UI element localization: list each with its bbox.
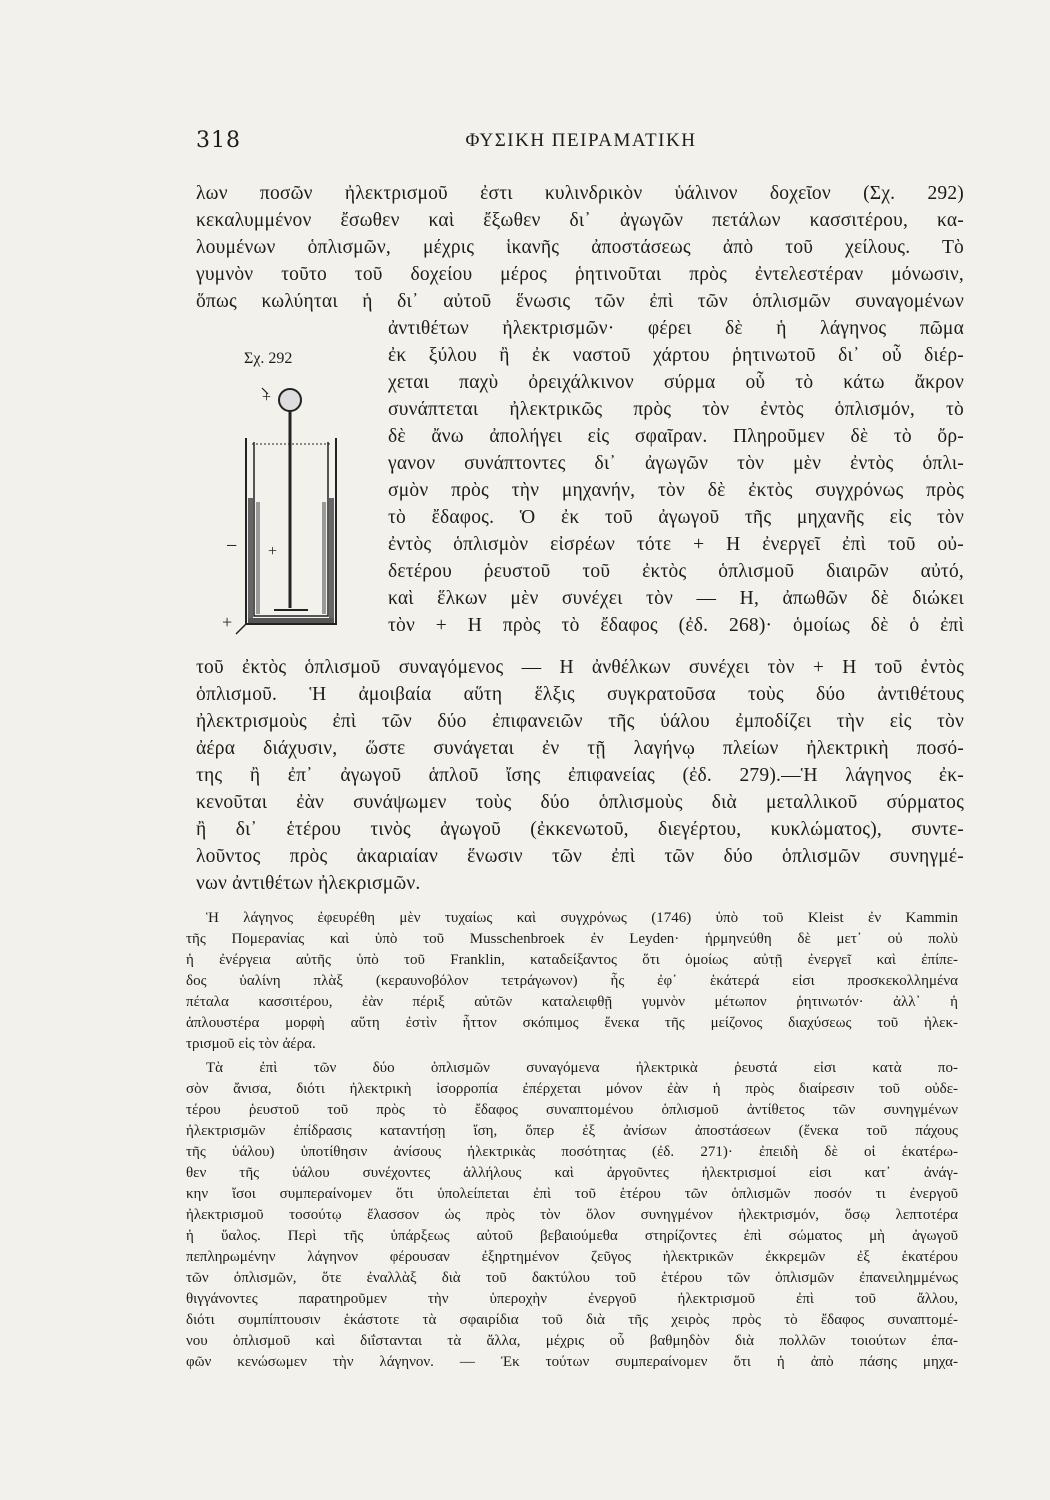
body-line: καὶ ἕλκων μὲν συνέχει τὸν — Η, ἀπωθῶν δὲ διώκει	[388, 588, 964, 609]
note-line: διότι συμπίπτουσιν ἑκάστοτε τὰ σφαιρίδια τοῦ διὰ τῆς χειρὸς πρὸς τὸ ἔδαφος συναπτομέ-	[186, 1312, 958, 1328]
label-minus: −	[226, 535, 238, 557]
running-title: ΦΥΣΙΚΗ ΠΕΙΡΑΜΑΤΙΚΗ	[465, 130, 697, 151]
note-line: τέρου ῥευστοῦ τοῦ πρὸς τὸ ἔδαφος συναπτομένου ὁπλισμοῦ ἀντίθετος τῶν συνηγμένων	[186, 1102, 958, 1118]
body-line: της ἢ ἐπ᾽ ἀγωγοῦ ἁπλοῦ ἴσης ἐπιφανείας (ἐδ. 279).—Ἡ λάγηνος ἐκ-	[196, 765, 964, 786]
note-line: ἡ ὕαλος. Περὶ τῆς ὑπάρξεως αὐτοῦ βεβαιούμεθα στηρίζοντες ἐπὶ σώματος μὴ ἀγωγοῦ	[186, 1228, 958, 1244]
leyden-jar-figure	[222, 378, 372, 638]
page-header	[196, 128, 966, 158]
body-line: τοῦ ἐκτὸς ὁπλισμοῦ συναγόμενος — Η ἀνθέλκων συνέχει τὸν + Η τοῦ ἐντὸς	[196, 657, 964, 678]
body-line: ἀντιθέτων ἠλεκτρισμῶν· φέρει δὲ ἡ λάγηνος πῶμα	[388, 318, 964, 339]
note-line: ἡ ἐνέργεια αὐτῆς ὑπὸ τοῦ Franklin, καταδείξαντος ὅτι ὁμοίως αὐτῇ ἐνεργεῖ καὶ ἐπίπε-	[186, 952, 958, 968]
note-line: τρισμοῦ εἰς τὸν ἀέρα.	[186, 1036, 316, 1052]
body-line: ἠλεκτρισμοὺς ἐπὶ τῶν δύο ἐπιφανειῶν τῆς ὑάλου ἐμποδίζει τὴν εἰς τὸν	[196, 711, 964, 732]
body-line: χεται παχὺ ὀρειχάλκινον σύρμα οὗ τὸ κάτω ἄκρον	[388, 372, 964, 393]
body-line: γυμνὸν τοῦτο τοῦ δοχείου μέρος ῥητινοῦται πρὸς ἐντελεστέραν μόνωσιν,	[196, 264, 964, 285]
page-number: 318	[196, 128, 241, 153]
label-plus-ground: +	[222, 612, 233, 632]
body-line: δετέρου ῥευστοῦ τοῦ ἐκτὸς ὁπλισμοῦ διαιρῶν αὐτό,	[388, 561, 964, 582]
body-line: κεκαλυμμένον ἔσωθεν καὶ ἔξωθεν δι᾽ ἀγωγῶν πετάλων κασσιτέρου, κα-	[196, 210, 964, 231]
note-line: τῆς ὑάλου) ὑποτίθησιν ἀνίσους ἠλεκτρικὰς ποσότητας (ἐδ. 271)· ἐπειδὴ δὲ οἱ ἑκατέρω-	[186, 1144, 958, 1160]
body-line: γανον συνάπτοντες δι᾽ ἀγωγῶν τὸν μὲν ἐντὸς ὁπλι-	[388, 453, 964, 474]
note-line: θιγγάνοντες παρατηροῦμεν τὴν ὑπεροχὴν ἐνεργοῦ ἠλεκτρισμοῦ ἐπὶ τοῦ ἄλλου,	[186, 1291, 958, 1307]
note-line: φῶν κενώσωμεν τὴν λάγηνον. — Ἐκ τούτων συμπεραίνομεν ὅτι ἡ ἀπὸ πάσης μηχα-	[186, 1354, 958, 1370]
body-line: νων ἀντιθέτων ἠλεκρισμῶν.	[196, 873, 421, 894]
note-line: θεν τῆς ὑάλου συνέχοντες ἀλλήλους καὶ ἀργοῦντες ἠλεκτρισμοί εἰσι κατ᾽ ἀνάγ-	[186, 1165, 958, 1181]
leyden-jar-drawing	[236, 388, 336, 634]
body-line: λοῦντος πρὸς ἀκαριαίαν ἕνωσιν τῶν ἐπὶ τῶν δύο ὁπλισμῶν συνηγμέ-	[196, 846, 964, 867]
body-line: ἀέρα διάχυσιν, ὥστε συνάγεται ἐν τῇ λαγήνῳ πλείων ἠλεκτρικὴ ποσό-	[196, 738, 964, 759]
body-line: ἐκ ξύλου ἢ ἐκ ναστοῦ χάρτου ῥητινωτοῦ δι᾽ οὗ διέρ-	[388, 345, 964, 366]
jar-knob	[279, 389, 301, 411]
body-line: δὲ ἄνω ἀπολήγει εἰς σφαῖραν. Πληροῦμεν δὲ τὸ ὄρ-	[388, 426, 964, 447]
note-line: τῆς Πομερανίας καὶ ὑπὸ τοῦ Musschenbroek ἐν Leyden· ἡρμηνεύθη δὲ μετ᾽ οὐ πολὺ	[186, 931, 958, 947]
body-line: συνάπτεται ἠλεκτρικῶς πρὸς τὸν ἐντὸς ὁπλισμόν, τὸ	[388, 399, 964, 420]
ground-wire	[236, 624, 246, 634]
inner-coating-right	[322, 502, 326, 614]
note-line: νου ὁπλισμοῦ καὶ διΐστανται τὰ ἄλλα, μέχρις οὗ βαθμηδὸν διὰ πολλῶν τοιούτων ἐπα-	[186, 1333, 958, 1349]
note-line: κην ἴσοι συμπεραίνομεν ὅτι ὑπολείπεται ἐπὶ τοῦ ἑτέρου τῶν ὁπλισμῶν ποσόν τι ἐνεργοῦ	[186, 1186, 958, 1202]
note-line: Τὰ ἐπὶ τῶν δύο ὁπλισμῶν συναγόμενα ἠλεκτρικὰ ῥευστά εἰσι κατὰ πο-	[206, 1060, 958, 1076]
body-line: ὁπλισμοῦ. Ἡ ἀμοιβαία αὕτη ἕλξις συγκρατοῦσα τοὺς δύο ἀντιθέτους	[196, 684, 964, 705]
outer-coating-right	[329, 498, 334, 622]
note-line: ἠλεκτρισμοῦ τοσούτῳ ἔλασσον ὡς πρὸς τὸν ὅλον συνηγμένον ἠλεκτρισμόν, ὅσῳ λεπτοτέρα	[186, 1207, 958, 1223]
note-line: πεπληρωμένην λάγηνον φέρουσαν ἐξηρτημένον ζεῦγος ἠλεκτρικῶν ἐκκρεμῶν ἐξ ἑκατέρου	[186, 1249, 958, 1265]
note-line: Ἡ λάγηνος ἐφευρέθη μὲν τυχαίως καὶ συγχρόνως (1746) ὑπὸ τοῦ Kleist ἐν Kammin	[206, 910, 958, 926]
body-line: κενοῦται ἐὰν συνάψωμεν τοὺς δύο ὁπλισμοὺς διὰ μεταλλικοῦ σύρματος	[196, 792, 964, 813]
body-line: ὅπως κωλύηται ἡ δι᾽ αὐτοῦ ἕνωσις τῶν ἐπὶ τῶν ὁπλισμῶν συναγομένων	[196, 291, 964, 312]
inner-coating-left	[256, 502, 260, 614]
label-plus-inner: +	[268, 543, 278, 560]
body-line: τὸ ἔδαφος. Ὁ ἐκ τοῦ ἀγωγοῦ τῆς μηχανῆς εἰς τὸν	[388, 507, 964, 528]
body-line: τὸν + Η πρὸς τὸ ἔδαφος (ἐδ. 268)· ὁμοίως δὲ ὁ ἐπὶ	[388, 615, 964, 636]
outer-coating-left	[248, 498, 253, 622]
note-line: πέταλα κασσιτέρου, ἐὰν πέριξ αὐτῶν καταλειφθῇ γυμνὸν μέτωπον ῥητινωτόν· ἀλλ᾽ ἡ	[186, 994, 958, 1010]
body-line: ἐντὸς ὁπλισμὸν εἰσρέων τότε + Η ἐνεργεῖ ἐπὶ τοῦ οὐ-	[388, 534, 964, 555]
note-line: σὸν ἄνισα, διότι ἠλεκτρικὴ ἰσορροπία ἐπέρχεται μόνον ἐὰν ἡ πρὸς διαίρεσιν τοῦ οὐδε-	[186, 1081, 958, 1097]
note-line: ἠλεκτρισμῶν ἐπίδρασις καταντήσῃ ἴση, ὅπερ ἐξ ἀνίσων ἀποστάσεων (ἕνεκα τοῦ πάχους	[186, 1123, 958, 1139]
note-line: δος ὑαλίνη πλὰξ (κεραυνοβόλον τετράγωνον) ἧς ἐφ᾽ ἑκάτερά εἰσι προσκεκολλημένα	[186, 973, 958, 989]
note-line: τῶν ὁπλισμῶν, ὅτε ἐναλλὰξ διὰ τοῦ δακτύλου τοῦ ἑτέρου τῶν ὁπλισμῶν ἐπανειλημμένως	[186, 1270, 958, 1286]
outer-coating-bottom	[248, 618, 334, 623]
body-line: σμὸν πρὸς τὴν μηχανήν, τὸν δὲ ἐκτὸς συγχρόνως πρὸς	[388, 480, 964, 501]
note-line: ἁπλουστέρα μορφὴ αὕτη ἐστὶν ἧττον σκόπιμος ἕνεκα τῆς μείζονος διαχύσεως τοῦ ἠλεκ-	[186, 1015, 958, 1031]
figure-caption: Σχ. 292	[244, 350, 293, 367]
label-plus-top: +	[262, 389, 272, 406]
body-line: λουμένων ὁπλισμῶν, μέχρις ἱκανῆς ἀποστάσεως ἀπὸ τοῦ χείλους. Τὸ	[196, 237, 964, 258]
body-line: λων ποσῶν ἠλεκτρισμοῦ ἐστι κυλινδρικὸν ὑάλινον δοχεῖον (Σχ. 292)	[196, 183, 964, 204]
body-line: ἢ δι᾽ ἑτέρου τινὸς ἀγωγοῦ (ἐκκενωτοῦ, διεγέρτου, κυκλώματος), συντε-	[196, 819, 964, 840]
